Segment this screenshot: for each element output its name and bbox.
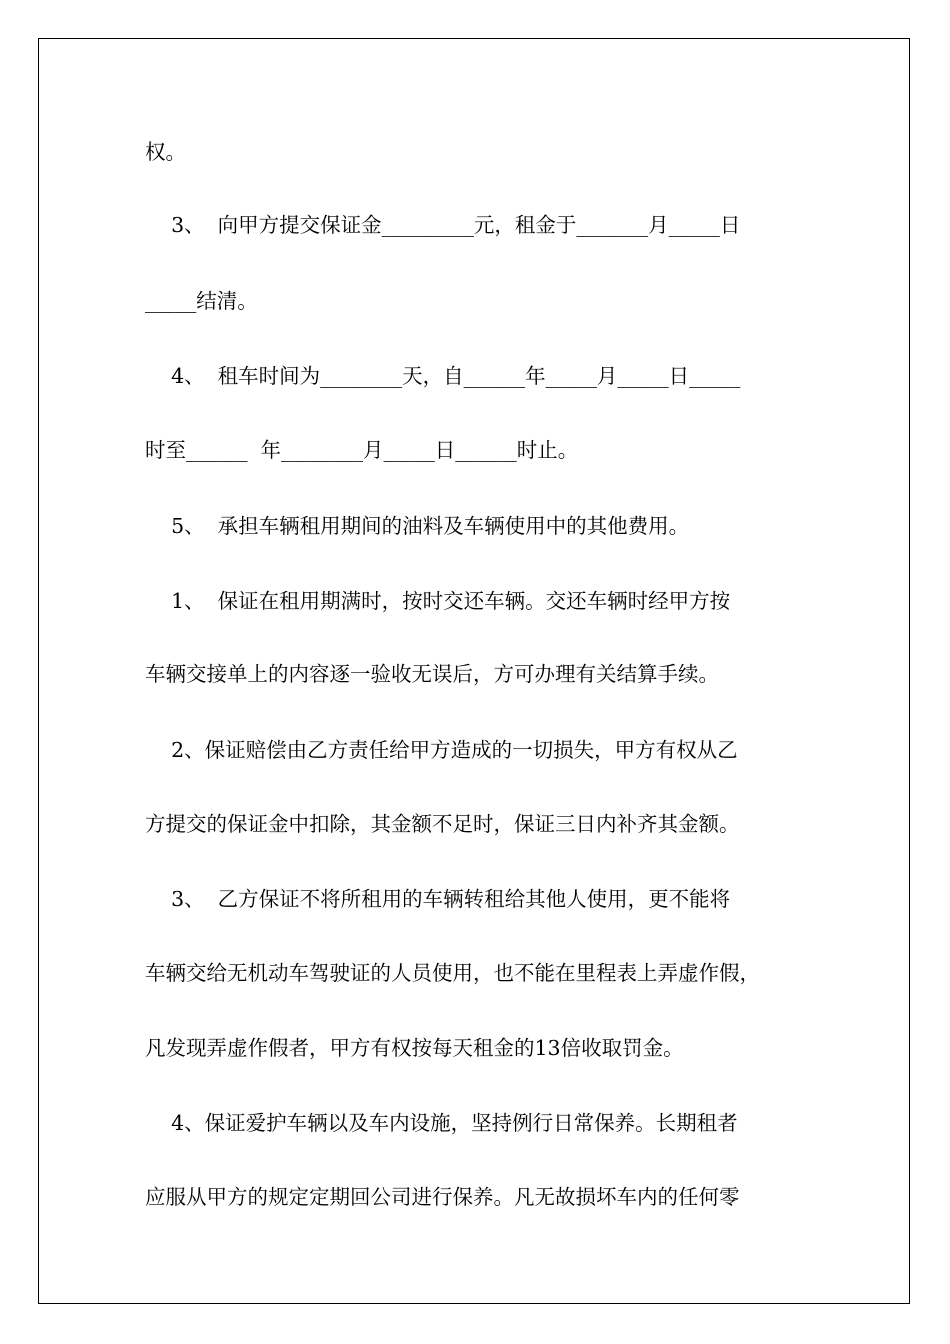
text-line: 方提交的保证金中扣除，其金额不足时，保证三日内补齐其金额。 <box>145 812 740 836</box>
text-line: 3、 乙方保证不将所租用的车辆转租给其他人使用，更不能将 <box>145 887 731 911</box>
text-line: _____结清。 <box>145 289 258 313</box>
text-line: 凡发现弄虚作假者，甲方有权按每天租金的13倍收取罚金。 <box>145 1036 684 1060</box>
text-line: 权。 <box>145 140 186 164</box>
text-line: 1、 保证在租用期满时，按时交还车辆。交还车辆时经甲方按 <box>145 589 731 613</box>
text-line: 车辆交给无机动车驾驶证的人员使用，也不能在里程表上弄虚作假， <box>145 961 760 985</box>
text-line: 时至______ 年________月_____日______时止。 <box>145 438 579 462</box>
text-line: 车辆交接单上的内容逐一验收无误后，方可办理有关结算手续。 <box>145 662 719 686</box>
text-line: 2、保证赔偿由乙方责任给甲方造成的一切损失，甲方有权从乙 <box>145 738 738 762</box>
text-line: 应服从甲方的规定定期回公司进行保养。凡无故损坏车内的任何零 <box>145 1185 740 1209</box>
text-line: 4、保证爱护车辆以及车内设施，坚持例行日常保养。长期租者 <box>145 1111 738 1135</box>
text-line: 3、 向甲方提交保证金_________元，租金于_______月_____日 <box>145 213 741 237</box>
text-line: 4、 租车时间为________天，自______年_____月_____日_____ <box>145 364 741 388</box>
text-line: 5、 承担车辆租用期间的油料及车辆使用中的其他费用。 <box>145 514 690 538</box>
